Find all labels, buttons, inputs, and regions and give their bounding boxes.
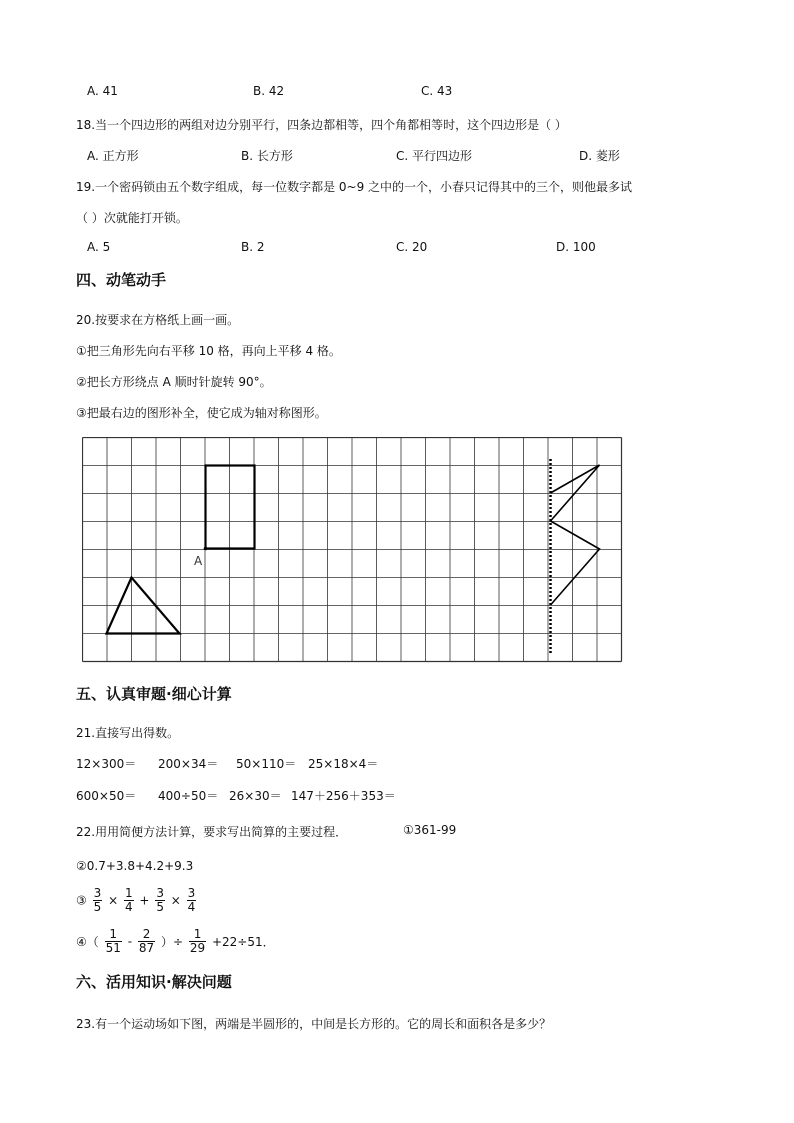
q19-option-a: A. 5 — [87, 240, 111, 254]
q18-option-a: A. 正方形 — [87, 149, 139, 163]
q22-item4-fraction-3: $\frac{1}{29}$ — [189, 927, 206, 955]
q20-text: 20.按要求在方格纸上画一画。 — [76, 313, 240, 327]
q18-option-b: B. 长方形 — [241, 149, 293, 163]
q22-item3-fraction-1: $\frac{3}{5}$ — [93, 886, 102, 914]
q18-option-d: D. 菱形 — [579, 149, 620, 163]
q20-step2: ②把长方形绕点 A 顺时针旋转 90°。 — [76, 375, 272, 389]
q21-r1-c2: 200×34＝ — [158, 757, 219, 771]
q22-item3-fraction-3: $\frac{3}{5}$ — [156, 886, 164, 914]
q19-text-line2: （ ）次就能打开锁。 — [76, 211, 188, 225]
q21-r1-c1: 12×300＝ — [76, 757, 137, 771]
half-figure — [551, 465, 600, 605]
q21-text: 21.直接写出得数。 — [76, 726, 180, 740]
q22-item4-fraction-1: $\frac{1}{51}$ — [105, 927, 121, 955]
q22-item3-marker: ③ — [76, 893, 87, 908]
grid-paper — [82, 437, 627, 663]
q17-option-a: A. 41 — [87, 84, 118, 98]
q22-item3 — [76, 887, 198, 914]
q22-item4 — [76, 928, 275, 955]
q20-step3: ③把最右边的图形补全，使它成为轴对称图形。 — [76, 406, 327, 420]
q22-text: 22.用用简便方法计算，要求写出简算的主要过程． — [76, 825, 348, 839]
q18-option-c: C. 平行四边形 — [396, 149, 473, 163]
q21-r1-c4: 25×18×4＝ — [308, 757, 379, 771]
q22-item3-op3: × — [170, 893, 181, 908]
rectangle-figure — [206, 466, 255, 549]
q22-item4-op1: - — [127, 934, 133, 949]
q22-item3-op2: + — [139, 893, 150, 908]
q22-item4-fraction-2: $\frac{2}{87}$ — [138, 927, 155, 955]
section5-title: 五、认真审题·细心计算 — [76, 685, 232, 703]
q18-text: 18.当一个四边形的两组对边分别平行，四条边都相等，四个角都相等时，这个四边形是（ ） — [76, 118, 567, 132]
point-a-dot — [204, 547, 208, 551]
q19-option-c: C. 20 — [396, 240, 428, 254]
q22-item3-fraction-4: $\frac{3}{4}$ — [187, 886, 196, 914]
q17-option-b: B. 42 — [253, 84, 285, 98]
section4-title: 四、动笔动手 — [76, 271, 167, 289]
grid-lines — [83, 438, 622, 662]
q21-r2-c4: 147＋256＋353＝ — [291, 789, 396, 803]
q21-r2-c3: 26×30＝ — [229, 789, 282, 803]
q22-item4-tail: +22÷51． — [211, 935, 275, 949]
q20-step1: ①把三角形先向右平移 10 格，再向上平移 4 格。 — [76, 344, 341, 358]
q19-text-line1: 19.一个密码锁由五个数字组成，每一位数字都是 0~9 之中的一个，小春只记得其中的三个，则他最多试 — [76, 180, 633, 194]
section6-title: 六、活用知识·解决问题 — [76, 973, 232, 991]
q22-item2: ②0.7+3.8+4.2+9.3 — [76, 859, 194, 873]
q19-option-b: B. 2 — [241, 240, 265, 254]
q22-item4-op2: ）÷ — [160, 935, 184, 949]
q22-item3-fraction-2: $\frac{1}{4}$ — [124, 886, 133, 914]
q21-r2-c1: 600×50＝ — [76, 789, 137, 803]
q22-item1: ①361-99 — [403, 823, 457, 837]
q22-item4-marker: ④（ — [76, 935, 99, 949]
q17-option-c: C. 43 — [421, 84, 453, 98]
q21-r2-c2: 400÷50＝ — [158, 789, 219, 803]
q21-r1-c3: 50×110＝ — [236, 757, 297, 771]
q19-option-d: D. 100 — [556, 240, 596, 254]
q22-item3-op1: × — [108, 893, 119, 908]
point-a-label: A — [194, 554, 203, 568]
q23-text: 23.有一个运动场如下图，两端是半圆形的，中间是长方形的。它的周长和面积各是多少？ — [76, 1017, 552, 1031]
